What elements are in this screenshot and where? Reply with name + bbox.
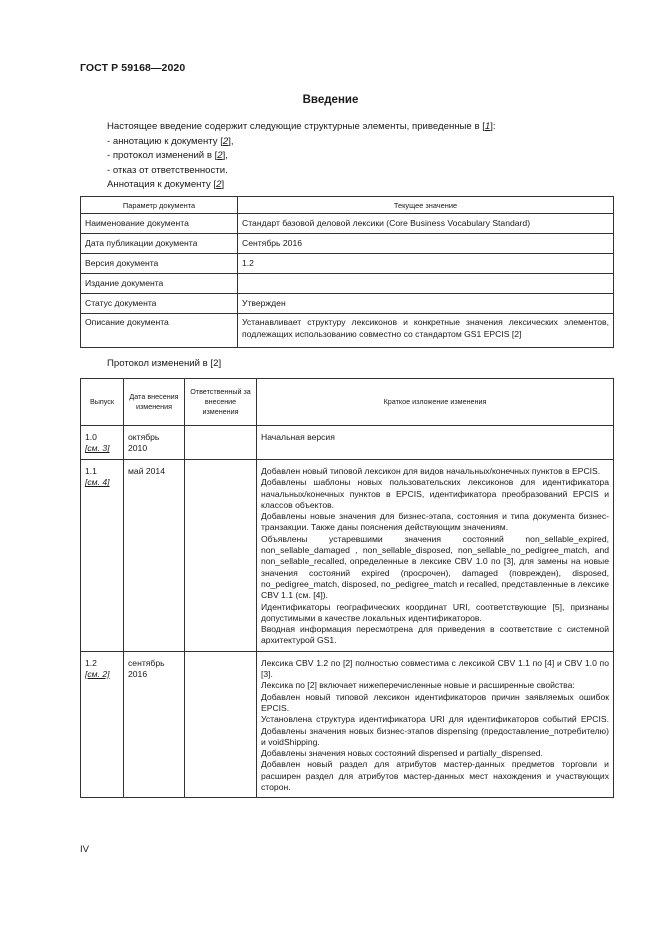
- column-header: Краткое изложение изменения: [257, 379, 614, 426]
- param-cell: Версия документа: [81, 254, 238, 274]
- changes-caption: Протокол изменений в [2]: [107, 358, 222, 369]
- annotation-caption: Аннотация к документу [2]: [107, 179, 225, 191]
- table-row: [81, 314, 614, 348]
- summary-paragraph: Установлена структура идентификатора URI для идентификаторов событий EPCIS. Добавлены значения новых бизнес-этапов dispensing (предоставление_потребителю) и voidShipping.: [261, 714, 609, 747]
- value-cell: Устанавливает структуру лексиконов и конкретные значения лексических элементов, подлежащих использованию совместно со стандартом GS1 EPCIS [2]: [238, 314, 614, 348]
- table-row: [81, 254, 614, 274]
- intro-item: - отказ от ответственности.: [107, 164, 228, 176]
- column-header: Текущее значение: [238, 197, 614, 214]
- summary-paragraph: Добавлены значения новых состояний dispensed и partially_dispensed.: [261, 748, 543, 759]
- responsible-cell: [185, 651, 257, 798]
- value-cell: Сентябрь 2016: [238, 234, 614, 254]
- summary-paragraph: Объявлены устаревшими значения состояний non_sellable_expired, non_sellable_damaged , non_sellable_disposed, non_sellable_no_pedigree_match, and non_sellable_recalled, определенные в лексике CBV 1.0 по [3], для замены на новые значения состояний expired (просрочен), damaged (поврежден), disposed, no_pedigree_match, disposed, no_pedigree_match и recalled, представленные в лексике CBV 1.1 (см. [4]).: [261, 533, 609, 601]
- table-row: [81, 214, 614, 234]
- param-cell: Издание документа: [81, 274, 238, 294]
- summary-cell: [257, 460, 614, 652]
- reference-link[interactable]: 1: [484, 121, 491, 132]
- table-row: [81, 234, 614, 254]
- intro-item: - протокол изменений в [2],: [107, 150, 228, 162]
- table-row: [81, 294, 614, 314]
- summary-paragraph: Добавлены новые значения для бизнес-этапа, состояния и типа документа бизнес-транзакции. Также даны пояснения действующим значениям.: [261, 511, 609, 533]
- annotation-table: [80, 196, 614, 348]
- reference-link[interactable]: 2: [216, 179, 222, 191]
- summary-paragraph: Добавлен новый раздел для атрибутов мастер-данных предметов торговли и расширен раздел для атрибутов мастер-данных мест нахождения и участвующих сторон.: [261, 759, 609, 793]
- changes-table: [80, 378, 614, 798]
- param-cell: Описание документа: [81, 314, 238, 348]
- summary-cell: [257, 426, 614, 460]
- summary-paragraph: Начальная версия: [261, 432, 335, 442]
- reference-link[interactable]: [см. 2]: [85, 669, 110, 680]
- summary-paragraph: Добавлен новый типовой лексикон для видов начальных/конечных пунктов в EPCIS.: [261, 466, 601, 476]
- version-cell: [81, 460, 124, 652]
- value-cell: [238, 274, 614, 294]
- table-row: [81, 651, 614, 798]
- summary-cell: [257, 651, 614, 798]
- summary-paragraph: Идентификаторы географических координат URI, соответствующие [5], признаны допустимыми в качестве локальных идентификаторов.: [261, 601, 609, 623]
- summary-paragraph: Лексика по [2] включает нижеперечисленные новые и расширенные свойства:: [261, 680, 575, 691]
- version-cell: [81, 651, 124, 798]
- page-number: IV: [80, 844, 90, 855]
- value-cell: 1.2: [238, 254, 614, 274]
- summary-paragraph: Добавлен новый типовой лексикон идентификаторов причин заявляемых ошибок EPCIS.: [261, 691, 609, 713]
- intro-text: [107, 120, 587, 193]
- section-title: Введение: [302, 94, 359, 106]
- summary-paragraph: Лексика CBV 1.2 по [2] полностью совместима с лексикой CBV 1.1 по [4] и CBV 1.0 по [3].: [261, 657, 609, 680]
- reference-link[interactable]: [см. 3]: [85, 443, 110, 454]
- date-cell: сентябрь 2016: [124, 651, 185, 798]
- table-row: [81, 274, 614, 294]
- value-cell: Стандарт базовой деловой лексики (Core Business Vocabulary Standard): [238, 214, 614, 234]
- param-cell: Статус документа: [81, 294, 238, 314]
- value-cell: Утвержден: [238, 294, 614, 314]
- reference-link[interactable]: [см. 4]: [85, 477, 110, 488]
- table-row: [81, 426, 614, 460]
- date-cell: май 2014: [124, 460, 185, 652]
- table-row: [81, 460, 614, 652]
- date-cell: октябрь 2010: [124, 426, 185, 460]
- responsible-cell: [185, 460, 257, 652]
- param-cell: Наименование документа: [81, 214, 238, 234]
- param-cell: Дата публикации документа: [81, 234, 238, 254]
- version-cell: [81, 426, 124, 460]
- intro-item: - аннотацию к документу [2],: [107, 135, 234, 147]
- summary-paragraph: Добавлены шаблоны новых пользовательских лексиконов для идентификатора начальных/конечных пунктов в EPCIS, идентификатора преобразований EPCIS и классов объектов.: [261, 477, 609, 510]
- reference-link[interactable]: 2: [222, 135, 229, 147]
- column-header: Дата внесения изменения: [124, 379, 185, 426]
- summary-paragraph: Вводная информация пересмотрена для приведения в соответствие с системной архитектурой GS1.: [261, 624, 609, 646]
- column-header: Параметр документа: [81, 197, 238, 214]
- column-header: Ответственный за внесение изменения: [185, 379, 257, 426]
- version-number: 1.1: [85, 466, 97, 476]
- version-number: 1.2: [85, 657, 97, 668]
- version-number: 1.0: [85, 432, 97, 442]
- column-header: Выпуск: [81, 379, 124, 426]
- document-header: ГОСТ Р 59168—2020: [80, 62, 186, 74]
- intro-line: Настоящее введение содержит следующие структурные элементы, приведенные в [1]:: [107, 121, 496, 132]
- responsible-cell: [185, 426, 257, 460]
- reference-link[interactable]: 2: [217, 150, 223, 162]
